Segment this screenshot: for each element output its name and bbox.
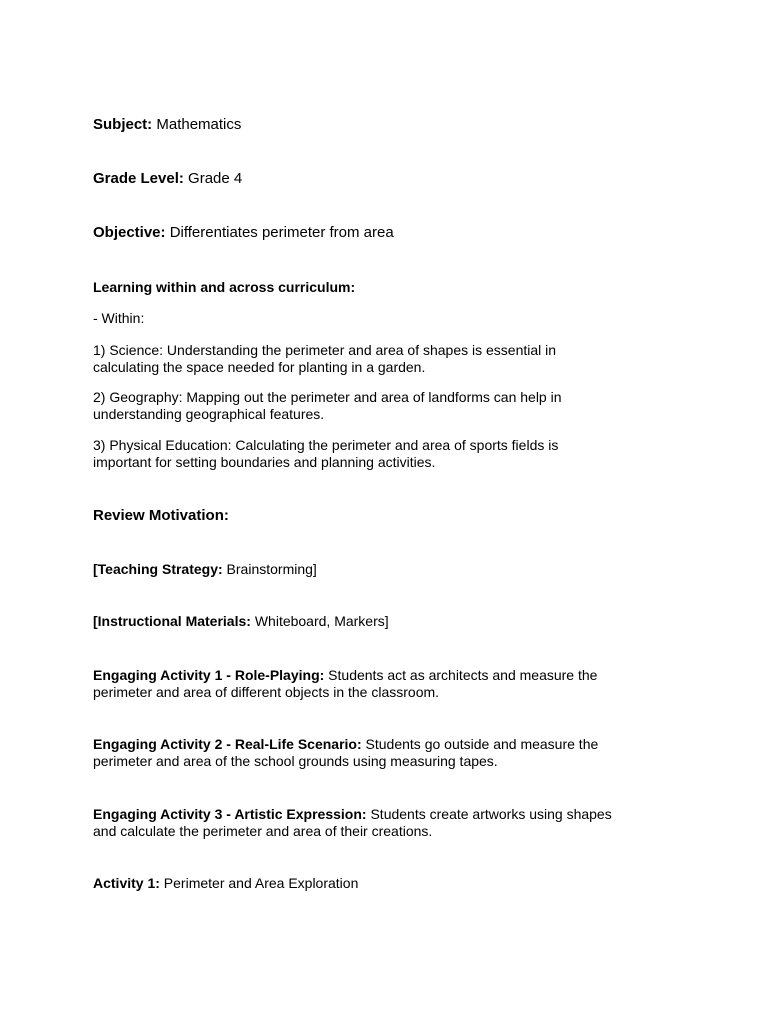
activity-1-label: Activity 1: <box>93 875 160 891</box>
activity-line <box>93 736 683 753</box>
learning-heading: Learning within and across curriculum: <box>93 279 356 295</box>
learning-item-line: understanding geographical features. <box>93 406 325 422</box>
learning-item-line: 1) Science: Understanding the perimeter and area of shapes is essential in <box>93 342 557 358</box>
objective-line <box>93 224 683 241</box>
bracket-open: [ <box>93 561 98 577</box>
engaging-activity-1 <box>93 667 683 701</box>
grade-level-line <box>93 170 683 187</box>
subject-label: Subject: <box>93 116 153 133</box>
instructional-materials-label: Instructional Materials: <box>97 613 251 629</box>
grade-level-value: Grade 4 <box>183 170 243 187</box>
learning-item-line: 2) Geography: Mapping out the perimeter and area of landforms can help in <box>93 389 562 405</box>
engaging-activity-2 <box>93 736 683 770</box>
learning-item-physical-education <box>93 437 683 471</box>
activity-label: Engaging Activity 1 - Role-Playing: <box>93 667 325 683</box>
teaching-strategy-value: Brainstorming] <box>222 561 317 577</box>
review-motivation-heading: Review Motivation: <box>93 507 229 524</box>
teaching-strategy-line <box>93 561 683 577</box>
learning-item-science <box>93 342 683 376</box>
teaching-strategy-label: Teaching Strategy: <box>97 561 223 577</box>
learning-item-line: important for setting boundaries and planning activities. <box>93 454 436 470</box>
activity-line <box>93 806 683 823</box>
learning-item-geography <box>93 389 683 423</box>
activity-label: Engaging Activity 3 - Artistic Expression: <box>93 806 367 822</box>
activity-text: perimeter and area of the school grounds using measuring tapes. <box>93 753 498 769</box>
engaging-activity-3 <box>93 806 683 840</box>
activity-text: perimeter and area of different objects in the classroom. <box>93 684 440 700</box>
activity-1-value: Perimeter and Area Exploration <box>159 875 359 891</box>
learning-item-line: 3) Physical Education: Calculating the perimeter and area of sports fields is <box>93 437 559 453</box>
instructional-materials-value: Whiteboard, Markers] <box>250 613 389 629</box>
subject-value: Mathematics <box>152 116 242 133</box>
activity-text: Students go outside and measure the <box>361 736 599 752</box>
learning-item-line: calculating the space needed for planting in a garden. <box>93 359 426 375</box>
within-label: - Within: <box>93 310 145 326</box>
activity-label: Engaging Activity 2 - Real-Life Scenario: <box>93 736 362 752</box>
activity-1-line <box>93 875 683 891</box>
activity-text: Students create artworks using shapes <box>366 806 612 822</box>
bracket-open: [ <box>93 613 98 629</box>
activity-text: and calculate the perimeter and area of their creations. <box>93 823 433 839</box>
activity-line <box>93 667 683 684</box>
activity-text: Students act as architects and measure the <box>324 667 598 683</box>
instructional-materials-line <box>93 613 683 629</box>
subject-line <box>93 116 683 133</box>
objective-label: Objective: <box>93 224 166 241</box>
objective-value: Differentiates perimeter from area <box>165 224 394 241</box>
grade-level-label: Grade Level: <box>93 170 184 187</box>
